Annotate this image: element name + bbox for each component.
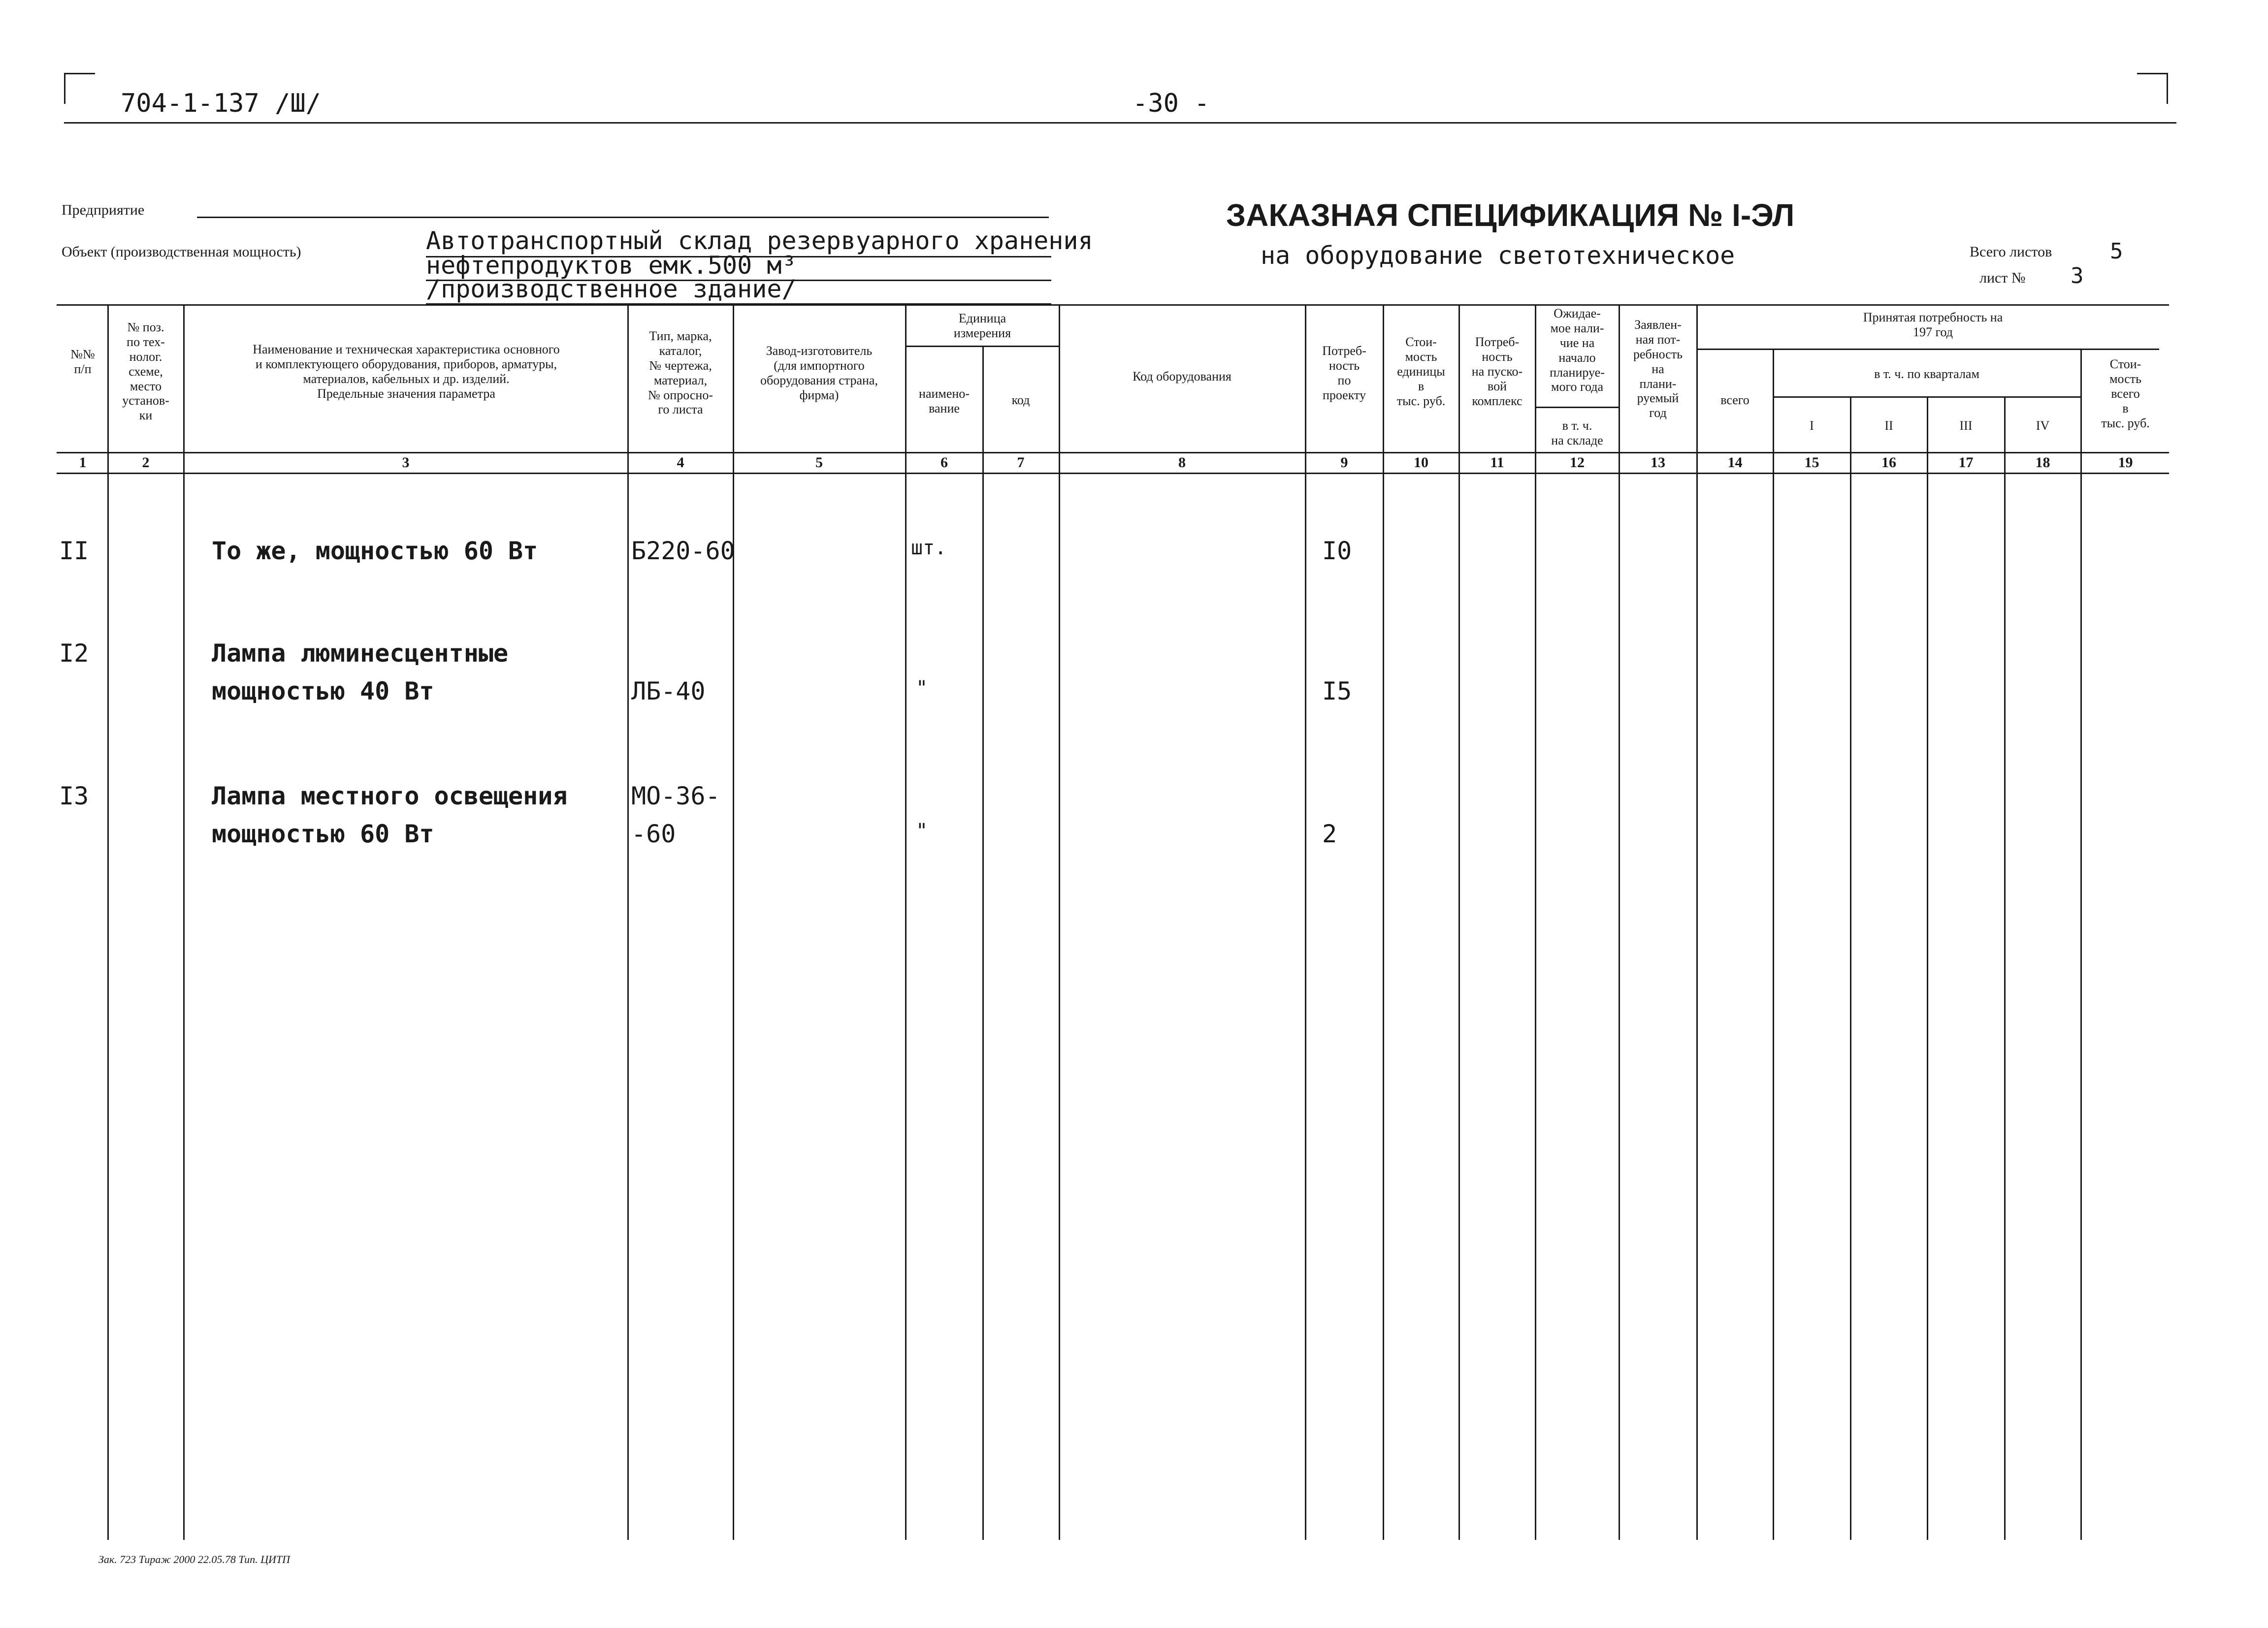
header-equipment-code: Код оборудования	[1133, 369, 1231, 383]
table-top-border	[57, 304, 2169, 306]
header-declared-need: Заявлен- ная пот- ребность на плани- руемый год	[1633, 318, 1683, 420]
corner-mark-left	[64, 73, 95, 104]
header-name: Наименование и техническая характеристика основного и комплектующего оборудования, приборов, арматуры, материалов, кабельных и др. изделий. Предельные значения параметра	[253, 342, 560, 401]
col12-split-line	[1535, 407, 1619, 408]
header-bottom-line	[57, 452, 2169, 453]
header-unit-name: наимено- вание	[919, 386, 970, 415]
col-line-2	[107, 304, 109, 1540]
accepted-group-line	[1696, 349, 2159, 350]
header-startup-need: Потреб- ность на пуско- вой комплекс	[1471, 335, 1523, 408]
item-type-line: МО-36-	[631, 782, 720, 810]
column-number: 1	[79, 454, 87, 471]
col-line-4	[627, 304, 629, 1540]
col-line-5	[733, 304, 734, 1540]
header-q4: IV	[2036, 418, 2050, 433]
page-number: -30 -	[1133, 89, 1210, 118]
header-row-number: №№ п/п	[70, 347, 95, 376]
sheet-number-label: лист №	[1979, 270, 2026, 286]
item-name-line: мощностью 40 Вт	[212, 677, 434, 705]
total-sheets-label: Всего листов	[1970, 244, 2052, 260]
object-value-line-2: нефтепродуктов емк.500 м³	[426, 251, 797, 280]
header-total-cost: Стои- мость всего в тыс. руб.	[2101, 357, 2150, 430]
column-number: 8	[1178, 454, 1186, 471]
col-line-13	[1619, 304, 1620, 1540]
header-expected-stock: Ожидае- мое нали- чие на начало планируе- мого года	[1550, 306, 1605, 394]
row-number: I2	[59, 639, 89, 668]
column-number: 10	[1414, 454, 1428, 471]
item-quantity: I5	[1322, 677, 1352, 705]
column-number: 12	[1570, 454, 1585, 471]
unit-group-line	[905, 346, 1059, 347]
header-project-need: Потреб- ность по проекту	[1322, 344, 1366, 402]
column-number: 11	[1490, 454, 1504, 471]
spec-subtitle: на оборудование светотехническое	[1261, 241, 1735, 270]
header-quarters-group: в т. ч. по кварталам	[1874, 367, 1979, 381]
item-unit: шт.	[911, 537, 947, 559]
object-label: Объект (производственная мощность)	[62, 244, 301, 260]
item-name-line: То же, мощностью 60 Вт	[212, 537, 538, 565]
column-number: 18	[2035, 454, 2050, 471]
item-type-line: Б220-60	[631, 537, 735, 565]
spec-title: ЗАКАЗНАЯ СПЕЦИФИКАЦИЯ № I-ЭЛ	[1226, 197, 1795, 233]
col-line-10	[1383, 304, 1384, 1540]
customer-underline	[197, 217, 1049, 218]
column-number: 17	[1958, 454, 1974, 471]
header-q3: III	[1959, 418, 1973, 433]
row-number: I3	[59, 782, 89, 810]
item-unit: "	[916, 820, 928, 842]
item-type-line: ЛБ-40	[631, 677, 706, 705]
corner-mark-right	[2137, 73, 2168, 104]
header-rule	[64, 122, 2176, 124]
col-line-6	[905, 304, 907, 1540]
header-manufacturer: Завод-изготовитель (для импортного оборудования страна, фирма)	[760, 344, 878, 402]
col-line-16	[1850, 396, 1851, 1540]
row-number: II	[59, 537, 89, 565]
header-position: № поз. по тех- нолог. схеме, место установ- ки	[122, 320, 169, 423]
column-number: 15	[1804, 454, 1819, 471]
header-unit-cost: Стои- мость единицы в тыс. руб.	[1396, 335, 1446, 408]
column-number: 6	[940, 454, 948, 471]
document-code: 704-1-137 /Ш/	[121, 89, 321, 118]
header-type: Тип, марка, каталог, № чертежа, материал, № опросно- го листа	[648, 329, 713, 417]
header-q1: I	[1810, 418, 1814, 433]
header-q2: II	[1884, 418, 1893, 433]
column-number: 13	[1651, 454, 1665, 471]
sheet-number-value: 3	[2071, 263, 2084, 288]
column-number: 5	[815, 454, 823, 471]
col-line-7	[982, 346, 984, 1540]
header-total: всего	[1720, 393, 1750, 407]
print-footer: Зак. 723 Тираж 2000 22.05.78 Тип. ЦИТП	[98, 1553, 290, 1565]
total-sheets-value: 5	[2110, 239, 2123, 264]
header-in-warehouse: в т. ч. на складе	[1551, 418, 1603, 447]
col-line-15	[1773, 349, 1774, 1540]
object-value-line-3: /производственное здание/	[426, 275, 797, 303]
customer-label: Предприятие	[62, 202, 145, 218]
col-line-18	[2004, 396, 2006, 1540]
item-type-line: -60	[631, 820, 676, 848]
object-value-line-1: Автотранспортный склад резервуарного хранения	[426, 226, 1093, 255]
col-line-9	[1305, 304, 1306, 1540]
object-underline-2	[426, 280, 1051, 281]
item-name-line: мощностью 60 Вт	[212, 820, 434, 848]
col-line-8	[1059, 304, 1060, 1540]
column-number: 7	[1017, 454, 1025, 471]
column-number: 3	[402, 454, 410, 471]
col-line-17	[1927, 396, 1928, 1540]
item-name-line: Лампа люминесцентные	[212, 639, 509, 668]
col-line-12	[1535, 304, 1536, 1540]
header-unit-code: код	[1011, 393, 1030, 407]
column-number: 9	[1340, 454, 1348, 471]
column-number: 14	[1727, 454, 1743, 471]
col-line-14	[1696, 304, 1698, 1540]
item-unit: "	[916, 677, 928, 700]
col-line-11	[1458, 304, 1460, 1540]
column-number: 16	[1881, 454, 1896, 471]
header-unit-group: Единица измерения	[953, 311, 1011, 340]
header-accepted-group: Принятая потребность на 197 год	[1863, 310, 2003, 339]
item-quantity: 2	[1322, 820, 1337, 848]
col-line-3	[183, 304, 185, 1540]
item-quantity: I0	[1322, 537, 1352, 565]
column-number: 19	[2118, 454, 2133, 471]
column-number: 2	[142, 454, 150, 471]
column-number: 4	[677, 454, 684, 471]
number-row-bottom-line	[57, 473, 2169, 474]
object-underline-1	[426, 256, 1051, 257]
item-name-line: Лампа местного освещения	[212, 782, 568, 810]
col-line-19	[2080, 349, 2082, 1540]
